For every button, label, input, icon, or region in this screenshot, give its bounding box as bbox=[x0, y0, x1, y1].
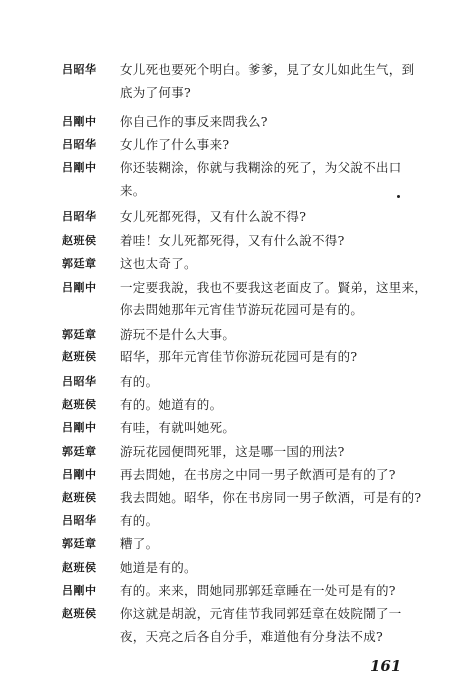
dialogue-text: 女儿作了什么事来? bbox=[120, 137, 230, 152]
dialogue-text: 着哇！女儿死都死得，又有什么說不得? bbox=[120, 233, 345, 248]
dialogue-line bbox=[0, 603, 463, 625]
dialogue-line bbox=[0, 299, 463, 321]
dialogue-line bbox=[0, 394, 463, 416]
dialogue-text: 这也太奇了。 bbox=[120, 256, 197, 271]
speaker-name: 郭廷章 bbox=[62, 257, 97, 270]
dialogue-text: 我去問她。昭华，你在书房同一男子飲酒，可是有的? bbox=[120, 490, 422, 505]
dialogue-text: 底为了何事? bbox=[120, 85, 192, 100]
dialogue-line bbox=[0, 346, 463, 368]
dialogue-text: 有的。她道有的。 bbox=[120, 397, 223, 412]
dialogue-text: 一定要我說，我也不要我这老面皮了。賢弟，这里来， bbox=[120, 280, 428, 295]
dialogue-line bbox=[0, 464, 463, 486]
page-number: 161 bbox=[370, 657, 402, 675]
speaker-name: 吕剛中 bbox=[62, 584, 97, 597]
speaker-name: 赵班侯 bbox=[62, 350, 97, 363]
dialogue-text: 来。 bbox=[120, 183, 146, 198]
dialogue-text: 女儿死也要死个明白。爹爹，見了女儿如此生气，到 bbox=[120, 62, 415, 77]
dialogue-line bbox=[0, 580, 463, 602]
dialogue-text: 再去問她，在书房之中同一男子飲酒可是有的了? bbox=[120, 467, 396, 482]
speaker-name: 赵班侯 bbox=[62, 561, 97, 574]
dialogue-text: 你还装糊涂，你就与我糊涂的死了，为父說不出口 bbox=[120, 160, 402, 175]
dialogue-text: 有的。来来，問她同那郭廷章睡在一处可是有的? bbox=[120, 583, 396, 598]
speaker-name: 赵班侯 bbox=[62, 398, 97, 411]
dialogue-line bbox=[0, 533, 463, 555]
dialogue-text: 糟了。 bbox=[120, 536, 159, 551]
dialogue-text: 她道是有的。 bbox=[120, 560, 197, 575]
speaker-name: 郭廷章 bbox=[62, 328, 97, 341]
speaker-name: 赵班侯 bbox=[62, 234, 97, 247]
speaker-name: 吕剛中 bbox=[62, 468, 97, 481]
dialogue-text: 你去問她那年元宵佳节游玩花园可是有的。 bbox=[120, 302, 364, 317]
speaker-name: 郭廷章 bbox=[62, 537, 97, 550]
dialogue-line bbox=[0, 626, 463, 648]
dialogue-line bbox=[0, 157, 463, 179]
dialogue-text: 有的。 bbox=[120, 513, 159, 528]
dialogue-line bbox=[0, 253, 463, 275]
dialogue-line bbox=[0, 134, 463, 156]
dialogue-text: 游玩不是什么大事。 bbox=[120, 327, 236, 342]
speaker-name: 吕昭华 bbox=[62, 375, 97, 388]
speaker-name: 吕昭华 bbox=[62, 210, 97, 223]
dialogue-text: 有的。 bbox=[120, 374, 159, 389]
dialogue-text: 你自己作的事反来問我么? bbox=[120, 114, 268, 129]
dialogue-line bbox=[0, 441, 463, 463]
speaker-name: 郭廷章 bbox=[62, 445, 97, 458]
dialogue-text: 有哇，有就叫她死。 bbox=[120, 420, 236, 435]
dialogue-text: 游玩花园便問死罪，这是哪一国的刑法? bbox=[120, 444, 345, 459]
dialogue-line bbox=[0, 487, 463, 509]
dialogue-line bbox=[0, 180, 463, 202]
dialogue-line bbox=[0, 510, 463, 532]
dialogue-line bbox=[0, 417, 463, 439]
speaker-name: 赵班侯 bbox=[62, 491, 97, 504]
speaker-name: 赵班侯 bbox=[62, 607, 97, 620]
dialogue-line bbox=[0, 277, 463, 299]
ink-dot bbox=[397, 195, 400, 198]
speaker-name: 吕剛中 bbox=[62, 421, 97, 434]
speaker-name: 吕剛中 bbox=[62, 115, 97, 128]
speaker-name: 吕昭华 bbox=[62, 514, 97, 527]
speaker-name: 吕剛中 bbox=[62, 281, 97, 294]
dialogue-line bbox=[0, 59, 463, 81]
speaker-name: 吕剛中 bbox=[62, 161, 97, 174]
dialogue-line bbox=[0, 230, 463, 252]
dialogue-text: 女儿死都死得，又有什么說不得? bbox=[120, 209, 307, 224]
speaker-name: 吕昭华 bbox=[62, 63, 97, 76]
dialogue-line bbox=[0, 206, 463, 228]
dialogue-line bbox=[0, 371, 463, 393]
dialogue-text: 夜，天亮之后各自分手，难道他有分身法不成? bbox=[120, 629, 384, 644]
dialogue-text: 昭华，那年元宵佳节你游玩花园可是有的? bbox=[120, 349, 358, 364]
speaker-name: 吕昭华 bbox=[62, 138, 97, 151]
dialogue-line bbox=[0, 82, 463, 104]
dialogue-text: 你这就是胡說，元宵佳节我同郭廷章在妓院鬧了一 bbox=[120, 606, 402, 621]
dialogue-line bbox=[0, 557, 463, 579]
dialogue-line bbox=[0, 324, 463, 346]
dialogue-line bbox=[0, 111, 463, 133]
